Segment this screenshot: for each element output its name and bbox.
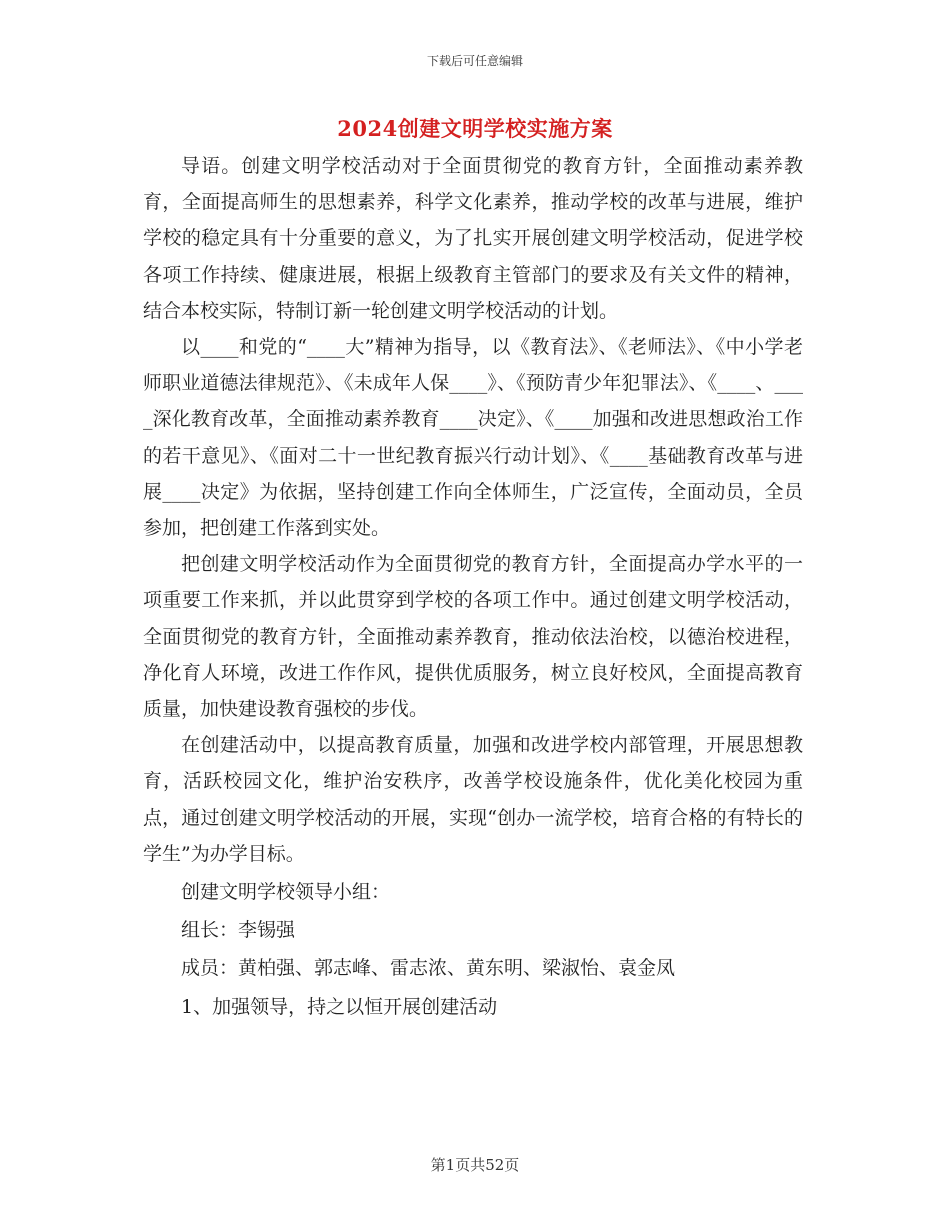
group-leader: 组长：李锡强 bbox=[181, 919, 296, 942]
page-number: 第1页共52页 bbox=[430, 1156, 520, 1174]
group-members: 成员：黄柏强、郭志峰、雷志浓、黄东明、梁淑怡、袁金凤 bbox=[181, 957, 676, 980]
paragraph-guidance: 以____和党的“____大”精神为指导，以《教育法》、《老师法》、《中小学老师职业道德法律规范》、《未成年人保____》、《预防青少年犯罪法》、《____、____深化教育改革，全面推动素养教育____决定》、《____加强和改进思想政治工作的若干意见》、《面对二十一世纪教育振兴行动计划》、《____基础教育改革与进展____决定》为依据，坚持创建工作向全体师生，广泛宣传，全面动员，全员参加，把创建工作落到实处。 bbox=[143, 336, 803, 540]
leadership-group-label: 创建文明学校领导小组： bbox=[181, 881, 391, 904]
section-heading-1: 1、加强领导，持之以恒开展创建活动 bbox=[181, 995, 498, 1018]
paragraph-focus: 在创建活动中，以提高教育质量，加强和改进学校内部管理，开展思想教育，活跃校园文化，维护治安秩序，改善学校设施条件，优化美化校园为重点，通过创建文明学校活动的开展，实现“创办一流学校，培育合格的有特长的学生”为办学目标。 bbox=[143, 734, 803, 865]
page-header: 下载后可任意编辑 bbox=[426, 54, 523, 68]
paragraph-intro: 导语。创建文明学校活动对于全面贯彻党的教育方针，全面推动素养教育，全面提高师生的思想素养，科学文化素养，推动学校的改革与进展，维护学校的稳定具有十分重要的意义，为了扎实开展创建文明学校活动，促进学校各项工作持续、健康进展，根据上级教育主管部门的要求及有关文件的精神，结合本校实际，特制订新一轮创建文明学校活动的计划。 bbox=[143, 155, 803, 322]
document-title: 2024创建文明学校实施方案 bbox=[337, 116, 613, 141]
document-body bbox=[143, 148, 803, 1025]
paragraph-purpose: 把创建文明学校活动作为全面贯彻党的教育方针，全面提高办学水平的一项重要工作来抓，并以此贯穿到学校的各项工作中。通过创建文明学校活动，全面贯彻党的教育方针，全面推动素养教育，推动依法治校，以德治校进程，净化育人环境，改进工作作风，提供优质服务，树立良好校风，全面提高教育质量，加快建设教育强校的步伐。 bbox=[143, 553, 803, 721]
